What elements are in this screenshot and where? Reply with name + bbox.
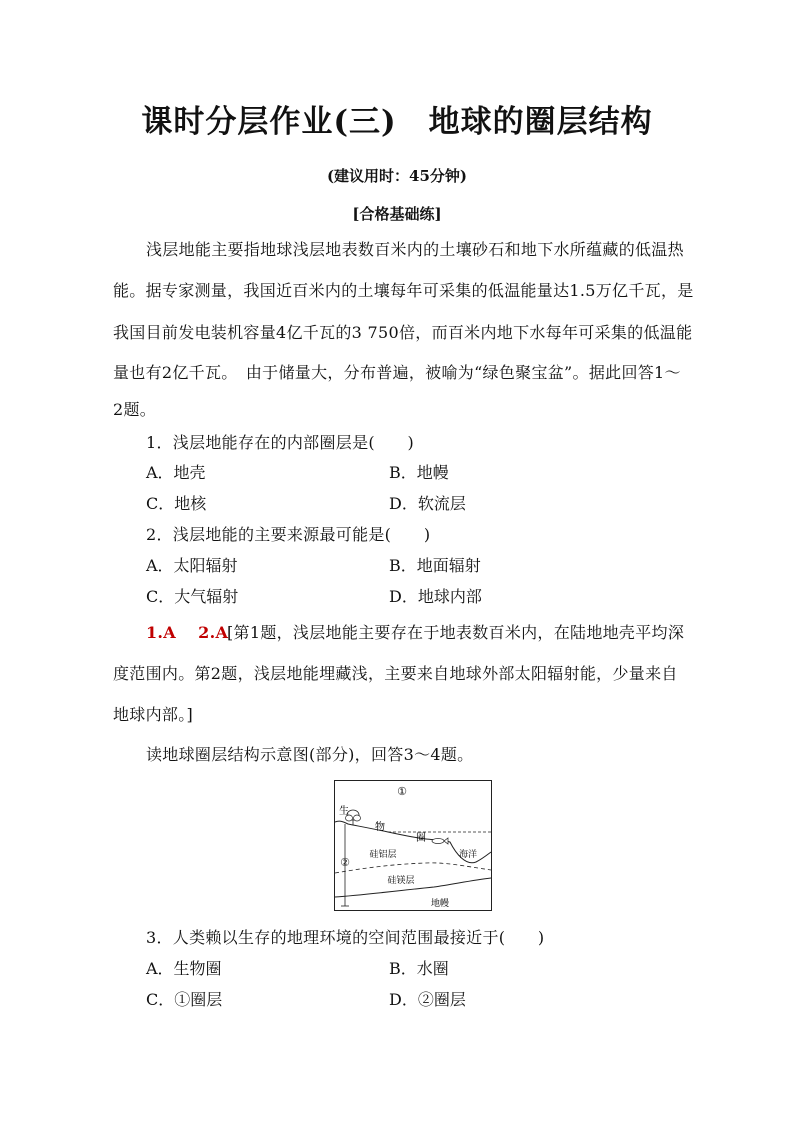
time-hint: (建议用时：45分钟) <box>326 167 468 185</box>
diagram-frame <box>335 781 492 911</box>
label-bio-2: 物 <box>375 822 385 833</box>
passage-line: 浅层地能主要指地球浅层地表数百米内的土壤砂石和地下水所蕴藏的低温热 <box>146 240 684 259</box>
question-3-option-d: D．②圈层 <box>389 990 466 1009</box>
label-ocean: 海洋 <box>458 850 478 860</box>
question-3-stem: 3．人类赖以生存的地理环境的空间范围最接近于( ) <box>146 928 545 947</box>
earth-layers-diagram <box>334 780 492 911</box>
label-bio-1: 生 <box>339 806 349 817</box>
question-1-option-b: B．地幔 <box>389 463 449 482</box>
question-1-option-d: D．软流层 <box>389 494 466 513</box>
question-1-stem: 1．浅层地能存在的内部圈层是( ) <box>146 433 415 452</box>
label-sima: 硅镁层 <box>387 876 415 886</box>
question-3-option-b: B．水圈 <box>389 959 449 978</box>
label-silal: 硅铝层 <box>369 850 397 860</box>
label-bio-3: 圈 <box>416 833 426 844</box>
label-layer-1: ① <box>397 785 407 798</box>
question-2-option-c: C．大气辐射 <box>146 587 239 606</box>
label-mantle: 地幔 <box>430 899 450 909</box>
answer-explanation-line: 地球内部。] <box>113 705 194 724</box>
question-2-option-a: A．太阳辐射 <box>146 556 238 575</box>
passage-2: 读地球圈层结构示意图(部分)，回答3～4题。 <box>146 745 474 764</box>
passage-line: 我国目前发电装机容量4亿千瓦的3 750倍，而百米内地下水每年可采集的低温能 <box>113 323 693 342</box>
answer-explanation-line: 度范围内。第2题，浅层地能埋藏浅，主要来自地球外部太阳辐射能，少量来自 <box>113 664 678 683</box>
question-3-option-c: C．①圈层 <box>146 990 223 1009</box>
question-2-option-d: D．地球内部 <box>389 587 482 606</box>
passage-line: 能。据专家测量，我国近百米内的土壤每年可采集的低温能量达1.5万亿千瓦，是 <box>113 281 694 300</box>
question-2-stem: 2．浅层地能的主要来源最可能是( ) <box>146 525 431 544</box>
page-title: 课时分层作业(三) 地球的圈层结构 <box>141 104 653 140</box>
question-2-option-b: B．地面辐射 <box>389 556 481 575</box>
answer-key: 1.A 2.A <box>146 623 229 642</box>
question-1-option-c: C．地核 <box>146 494 207 513</box>
passage-line: 2题。 <box>113 400 157 419</box>
label-layer-2: ② <box>340 856 350 869</box>
section-heading: [合格基础练] <box>352 205 442 223</box>
question-3-option-a: A．生物圈 <box>146 959 222 978</box>
answer-explanation-line: [第1题，浅层地能主要存在于地表数百米内，在陆地地壳平均深 <box>227 623 685 642</box>
passage-line: 量也有2亿千瓦。 由于储量大，分布普遍，被喻为“绿色聚宝盆”。据此回答1～ <box>113 363 681 382</box>
question-1-option-a: A．地壳 <box>146 463 206 482</box>
